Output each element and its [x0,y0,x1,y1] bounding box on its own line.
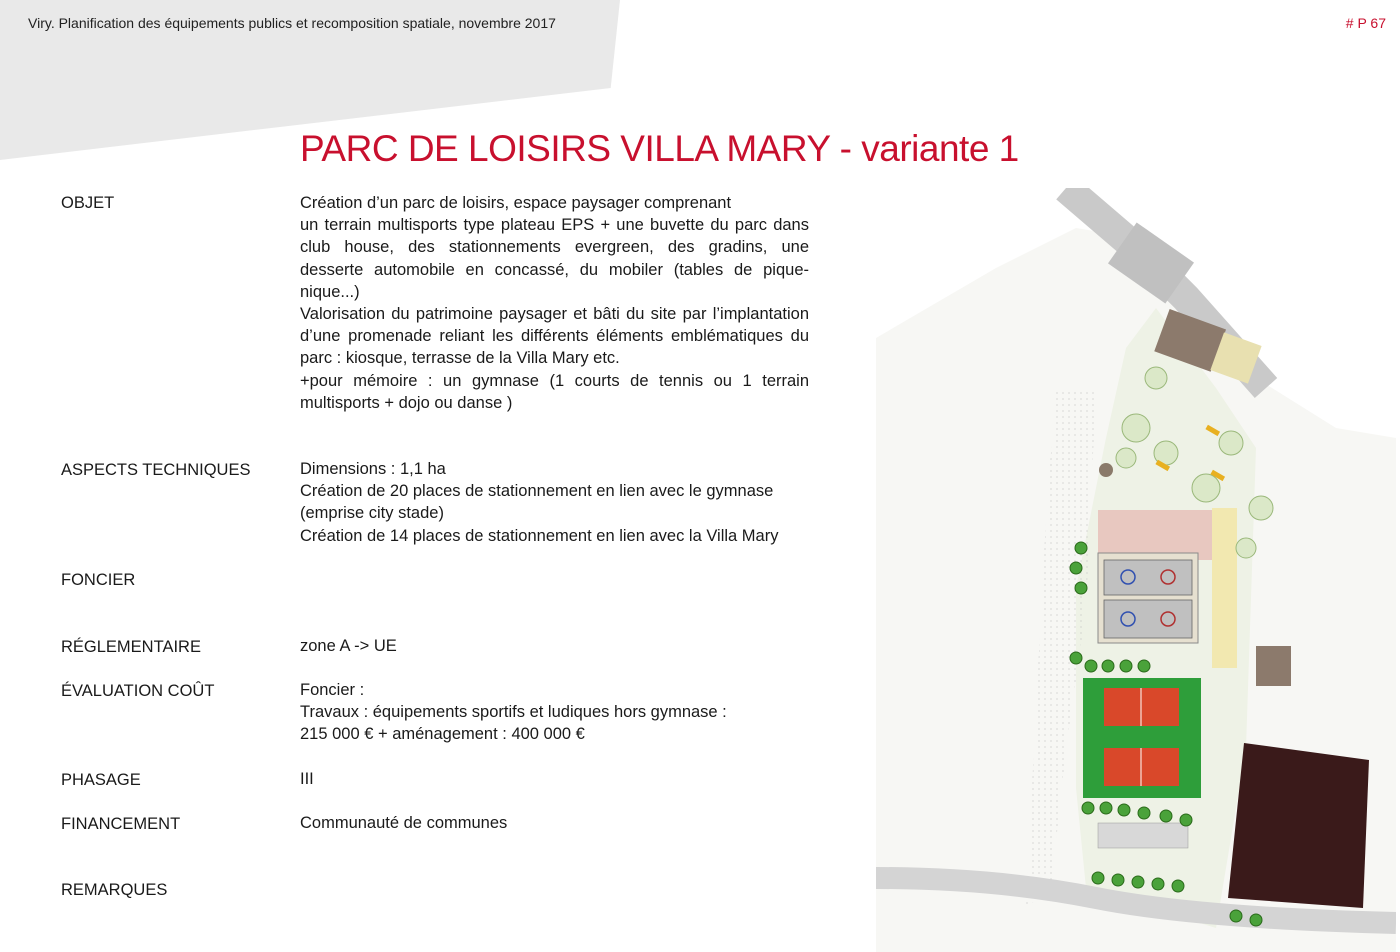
document-title: Viry. Planification des équipements publics et recomposition spatiale, novembre 2017 [28,15,556,31]
label-reglementaire: RÉGLEMENTAIRE [61,638,201,656]
cout-line1: Foncier : [300,681,365,699]
phasage-value: III [300,770,314,788]
objet-paragraph-3: +pour mémoire : un gymnase (1 courts de tennis ou 1 terrain multisports + dojo ou danse ) [300,371,809,412]
cout-line2: Travaux : équipements sportifs et ludiques hors gymnase : [300,703,727,722]
evaluation-cout-content [300,679,809,746]
label-evaluation-cout: ÉVALUATION COÛT [61,682,215,700]
aspects-line2: Création de 20 places de stationnement en lien avec le gymnase [300,482,774,501]
aspects-line1: Dimensions : 1,1 ha [300,460,446,478]
objet-content [300,192,809,414]
page-title: PARC DE LOISIRS VILLA MARY - variante 1 [300,128,1019,169]
site-plan-image [876,188,1396,952]
label-objet: OBJET [61,194,115,212]
financement-value: Communauté de communes [300,814,508,832]
page-number: # P 67 [1345,15,1386,31]
objet-paragraph-2: Valorisation du patrimoine paysager et bâti du site par l’implantation d’une promenade reliant les différents éléments emblématiques du parc : kiosque, terrasse de la Villa Mary etc. [300,305,809,368]
label-foncier: FONCIER [61,571,136,589]
reglementaire-value: zone A -> UE [300,637,397,655]
aspects-techniques-content [300,458,809,547]
gymnasium [1228,743,1369,908]
label-aspects-techniques: ASPECTS TECHNIQUES [61,461,251,479]
aspects-line3: (emprise city stade) [300,504,444,523]
label-remarques: REMARQUES [61,881,168,899]
label-financement: FINANCEMENT [61,815,181,833]
cout-line3: 215 000 € + aménagement : 400 000 € [300,725,585,744]
label-phasage: PHASAGE [61,771,141,789]
objet-line1: Création d’un parc de loisirs, espace paysager comprenant [300,194,732,212]
objet-paragraph-1: un terrain multisports type plateau EPS + une buvette du parc dans club house, des stationnements evergreen, des gradins, une desserte automobile en concassé, du mobiler (tables de pique-nique...) [300,216,809,301]
aspects-line4: Création de 14 places de stationnement en lien avec la Villa Mary [300,526,779,545]
kiosk [1099,463,1113,477]
